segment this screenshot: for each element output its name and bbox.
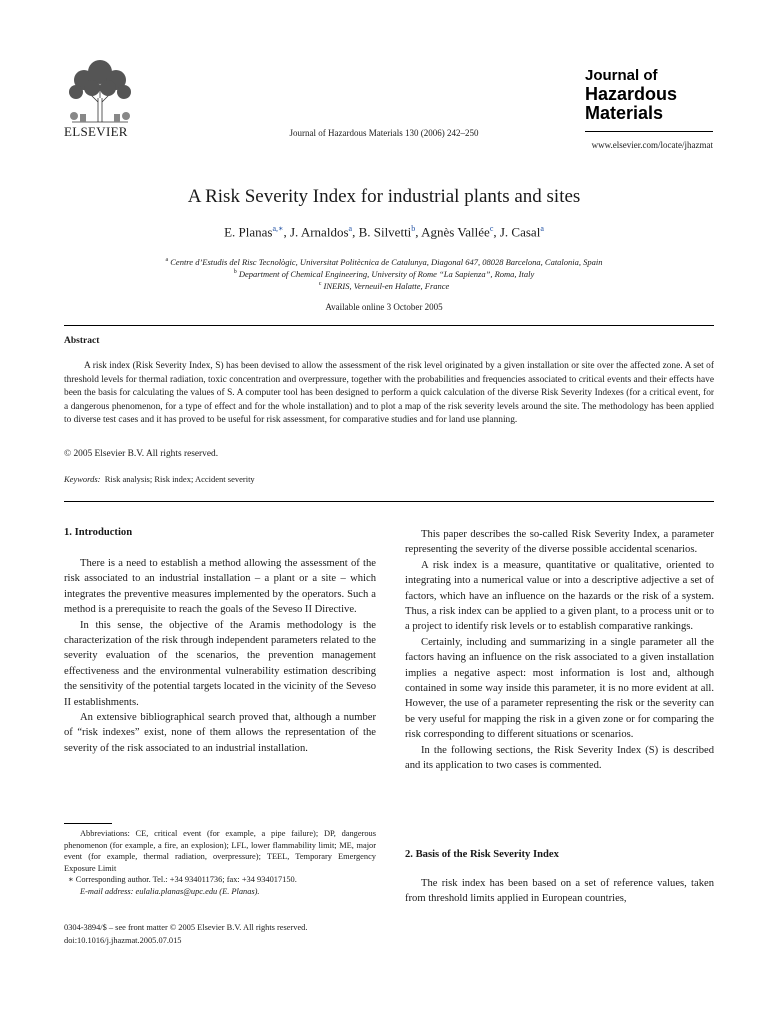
author-name: E. Planas <box>224 224 273 240</box>
issn-note: 0304-3894/$ – see front matter © 2005 Elsevier B.V. All rights reserved. <box>64 923 308 932</box>
paragraph: The risk index has been based on a set of reference values, taken from threshold limits applied in European countries, <box>405 878 714 905</box>
author-list <box>0 224 768 240</box>
affiliation-marker: c <box>318 281 322 287</box>
footnotes <box>64 828 376 898</box>
abstract-heading: Abstract <box>64 336 100 346</box>
abstract-copyright: © 2005 Elsevier B.V. All rights reserved. <box>64 449 219 459</box>
abstract-top-rule <box>64 325 714 326</box>
paragraph: In the following sections, the Risk Severity Index (S) is described and its application to two cases is commented. <box>405 744 714 772</box>
author-separator: , <box>493 224 500 240</box>
author-affiliation-marker[interactable]: a,∗ <box>272 224 284 233</box>
affiliation-text: Centre d’Estudis del Risc Tecnològic, Universitat Politècnica de Catalunya, Diagonal 647, 08028 Barcelona, Catalonia, Spain <box>170 256 603 267</box>
right-column-body <box>405 527 714 774</box>
abstract-text: A risk index (Risk Severity Index, S) has been devised to allow the assessment of the risk level originated by a given installation or site over the affected zone. A set of threshold levels for thermal radiation, toxic concentration and overpressure, together with the probabilities and frequencies associated to critical events and their effects have been the basis for calculating the values of S. A computer tool has been designed to perform a quick calculation of the diverse Risk Severity Indexes (for a critical event, for a dangerous phenomenon, for a type of effect and for the whole installation) and to plot a map of the risk severity levels around the site. The methodology has been applied to diverse test cases and it has proved to be useful for risk assessment, for comparative studies and for land use planning. <box>64 361 714 425</box>
section-2-body <box>405 876 714 907</box>
affiliation-text: INERIS, Verneuil-en Halatte, France <box>323 280 450 291</box>
author-separator: , <box>283 224 290 240</box>
keywords-text: Risk analysis; Risk index; Accident severity <box>104 474 255 484</box>
affiliation-c <box>0 278 768 292</box>
author-separator: , <box>415 224 422 240</box>
paper-title: A Risk Severity Index for industrial plants and sites <box>187 186 581 207</box>
affiliation-text: Department of Chemical Engineering, University of Rome “La Sapienza”, Roma, Italy <box>238 268 535 279</box>
author-name: Agnès Vallée <box>421 224 490 240</box>
available-online-date: Available online 3 October 2005 <box>325 302 443 312</box>
author-name: J. Arnaldos <box>290 224 349 240</box>
left-column-body <box>64 556 376 756</box>
journal-citation: Journal of Hazardous Materials 130 (2006) 242–250 <box>289 128 479 138</box>
journal-title-rule <box>585 131 713 132</box>
author-affiliation-marker[interactable]: b <box>411 224 416 233</box>
section-2-heading: 2. Basis of the Risk Severity Index <box>405 849 559 860</box>
paragraph: A risk index is a measure, quantitative or qualitative, oriented to integrating into a numerical value or into a descriptive adjective a set of factors, which have an influence on the hazards or the risk of a system. Thus, a risk index can be applied to a given plant, to a process unit or to a project to identify risk levels or to establish comparative rankings. <box>405 559 714 633</box>
journal-title-line-3: Materials <box>585 103 664 123</box>
section-1-heading: 1. Introduction <box>64 527 133 538</box>
publisher-name: ELSEVIER <box>64 124 128 139</box>
author-affiliation-marker[interactable]: a <box>540 224 544 233</box>
paragraph: An extensive bibliographical search proved that, although a number of “risk indexes” exist, none of them allows the representation of the severity of the risk associated to an industrial installation. <box>64 712 376 754</box>
footnote-email: E-mail address: eulalia.planas@upc.edu (E. Planas). <box>80 886 260 896</box>
affiliation-marker: a <box>165 257 169 263</box>
footnote-abbreviations: Abbreviations: CE, critical event (for example, a pipe failure); DP, dangerous phenomenon (for example, a fire, an explosion); LFL, lower flammability limit; ME, major event (for example, thermal radiation, overpressure); TEEL, Temporary Emergency Exposure Limit <box>64 829 376 873</box>
journal-title-line-1: Journal of <box>585 67 658 84</box>
author-name: B. Silvetti <box>358 224 412 240</box>
keywords <box>64 474 255 484</box>
journal-title-line-2: Hazardous <box>585 84 678 104</box>
keywords-label: Keywords: <box>64 474 101 484</box>
abstract-bottom-rule <box>64 501 714 502</box>
journal-logo-title <box>585 66 735 123</box>
affiliation-marker: b <box>233 269 237 275</box>
paragraph: Certainly, including and summarizing in a single parameter all the factors having an influence on the risk associated to a given installation implies a negative aspect: most information is lost and, although contained in some way inside this parameter, it is no more evident at all. However, the use of a parameter representing the risk or the severity can be very useful for mapping the risk in a given zone or for comparing the risk corresponding to different situations or scenarios. <box>405 636 714 741</box>
elsevier-tree-logo <box>62 58 138 124</box>
author-separator: , <box>352 224 359 240</box>
author-affiliation-marker[interactable]: a <box>348 224 353 233</box>
doi-note[interactable]: doi:10.1016/j.jhazmat.2005.07.015 <box>64 936 182 945</box>
footnote-corresponding-author: ∗ Corresponding author. Tel.: +34 934011736; fax: +34 934017150. <box>68 875 297 885</box>
paragraph: In this sense, the objective of the Aramis methodology is the characterization of the risk through independent parameters related to the severity evaluation of the scenarios, the prevention management effectiveness and the environmental vulnerability estimation describing the sensitivity of the potential targets located in the vicinity of the Seveso II establishments. <box>64 619 376 708</box>
author-affiliation-marker[interactable]: c <box>489 224 494 233</box>
paragraph: There is a need to establish a method allowing the assessment of the risk associated to an industrial installation – a plant or a site – which integrates the preventive measures implemented by the operators. Such a method is a prerequisite to reach the goals of the Seveso II Directive. <box>64 558 376 616</box>
paragraph: This paper describes the so-called Risk Severity Index, a parameter representing the severity of the diverse possible accidental scenarios. <box>405 529 714 556</box>
author-name: J. Casal <box>499 224 541 240</box>
journal-url-link[interactable] <box>520 140 713 150</box>
journal-url[interactable]: www.elsevier.com/locate/jhazmat <box>591 140 713 150</box>
footnote-rule <box>64 823 112 824</box>
